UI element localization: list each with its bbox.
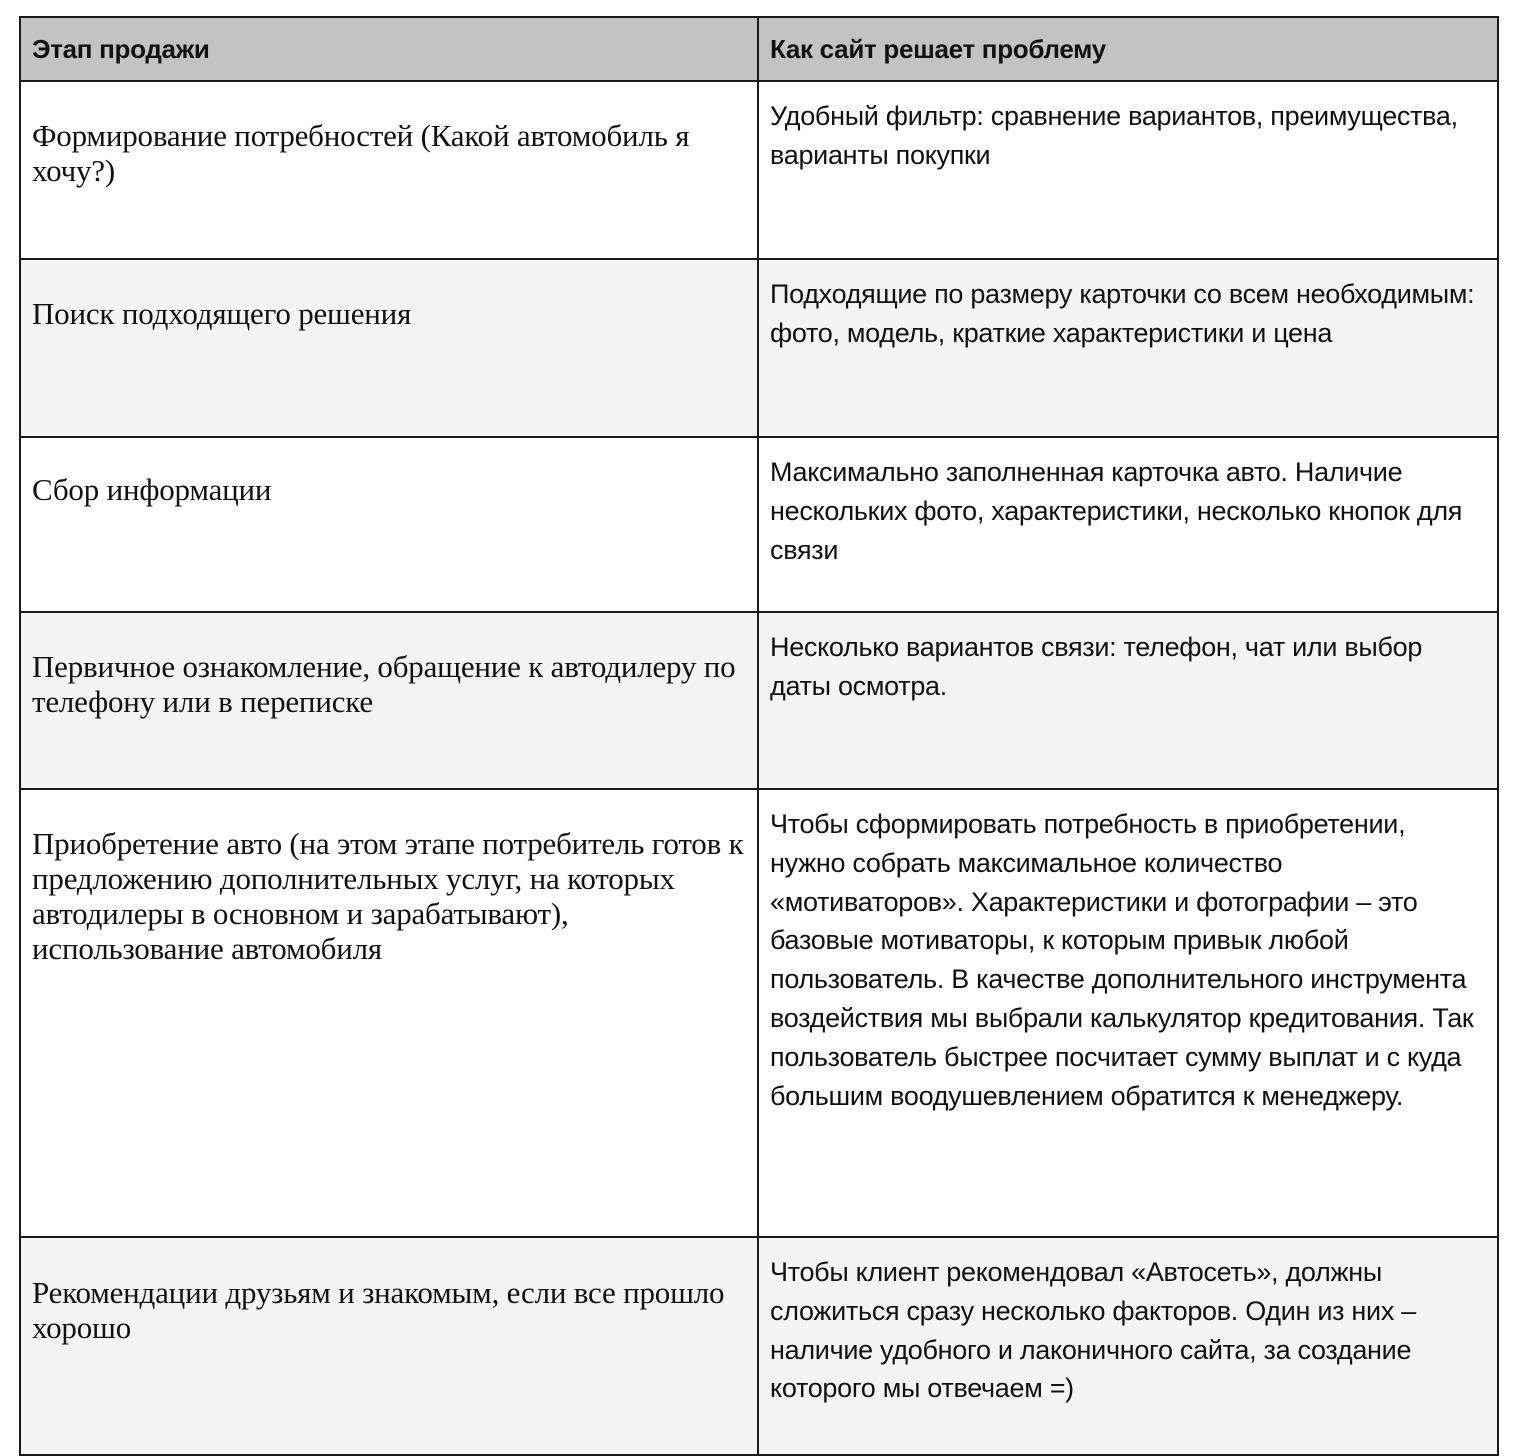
table-row xyxy=(20,1237,1498,1455)
stage-cell: Приобретение авто (на этом этапе потребитель готов к предложению дополнительных услуг, на которых автодилеры в основном и зарабатывают), использование автомобиля xyxy=(20,789,758,1237)
table-row xyxy=(20,259,1498,437)
header-stage: Этап продажи xyxy=(20,17,758,81)
solution-cell: Несколько вариантов связи: телефон, чат или выбор даты осмотра. xyxy=(758,612,1498,789)
stage-cell: Рекомендации друзьям и знакомым, если все прошло хорошо xyxy=(20,1237,758,1455)
table-row xyxy=(20,789,1498,1237)
stage-cell: Сбор информации xyxy=(20,437,758,612)
table-header xyxy=(20,17,1498,81)
stage-cell: Формирование потребностей (Какой автомобиль я хочу?) xyxy=(20,81,758,259)
header-solution: Как сайт решает проблему xyxy=(758,17,1498,81)
solution-cell: Подходящие по размеру карточки со всем необходимым: фото, модель, краткие характеристики и цена xyxy=(758,259,1498,437)
stage-cell: Первичное ознакомление, обращение к автодилеру по телефону или в переписке xyxy=(20,612,758,789)
sales-stages-table xyxy=(19,16,1499,1456)
table-row xyxy=(20,612,1498,789)
table-body xyxy=(20,81,1498,1455)
header-row xyxy=(20,17,1498,81)
solution-cell: Удобный фильтр: сравнение вариантов, преимущества, варианты покупки xyxy=(758,81,1498,259)
solution-cell: Чтобы клиент рекомендовал «Автосеть», должны сложиться сразу несколько факторов. Один из них – наличие удобного и лаконичного сайта, за создание которого мы отвечаем =) xyxy=(758,1237,1498,1455)
solution-cell: Максимально заполненная карточка авто. Наличие нескольких фото, характеристики, несколько кнопок для связи xyxy=(758,437,1498,612)
stage-cell: Поиск подходящего решения xyxy=(20,259,758,437)
table-row xyxy=(20,437,1498,612)
table-row xyxy=(20,81,1498,259)
solution-cell: Чтобы сформировать потребность в приобретении, нужно собрать максимальное количество «мотиваторов». Характеристики и фотографии – это базовые мотиваторы, к которым привык любой пользователь. В качестве дополнительного инструмента воздействия мы выбрали калькулятор кредитования. Так пользователь быстрее посчитает сумму выплат и с куда большим воодушевлением обратится к менеджеру. xyxy=(758,789,1498,1237)
